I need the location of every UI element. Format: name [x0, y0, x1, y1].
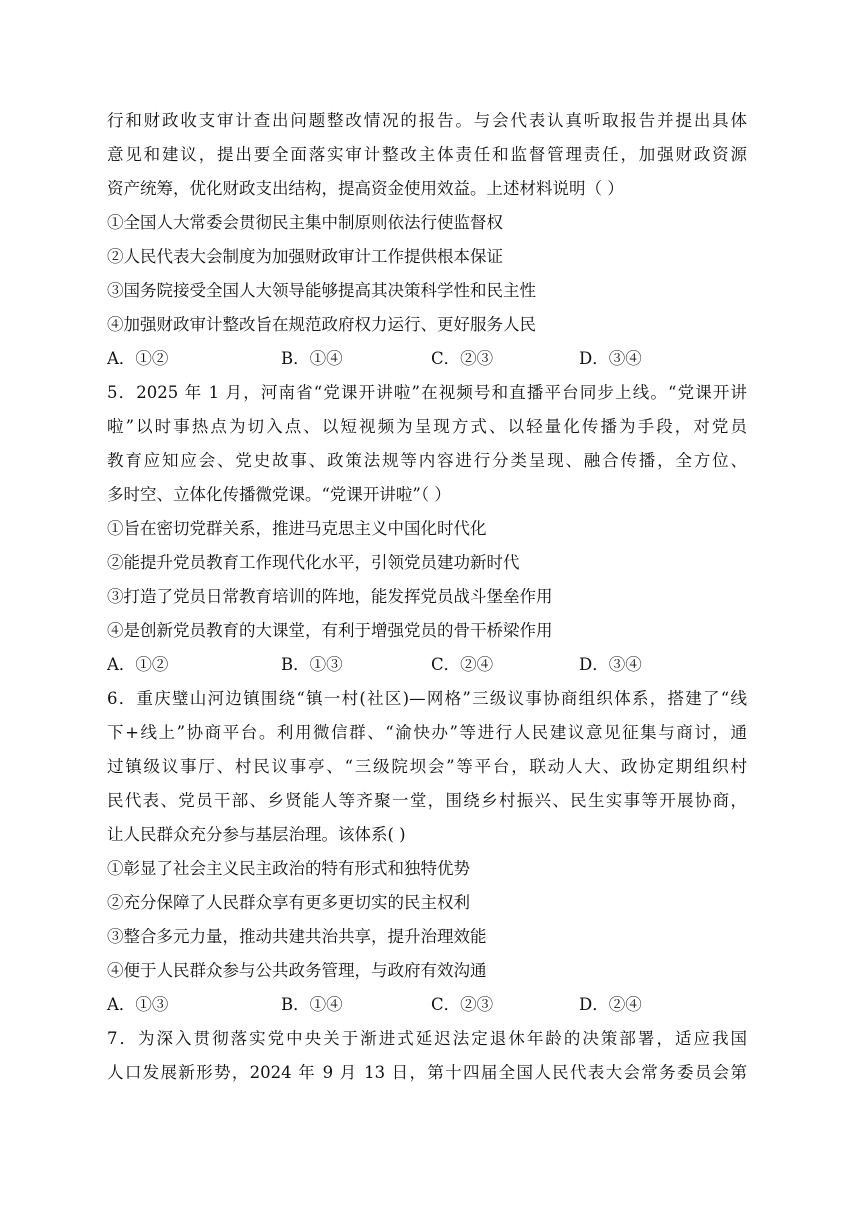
q5-stem-line-4: 多时空、立体化传播微党课。“党课开讲啦”（ ） — [107, 485, 451, 504]
q5-statement-4: ④是创新党员教育的大课堂，有利于增强党员的骨干桥梁作用 — [107, 621, 553, 640]
q6-statement-3: ③整合多元力量，推动共建共治共享，提升治理效能 — [107, 927, 487, 946]
q6-option-a[interactable]: A．①③ — [107, 995, 169, 1014]
q4-stem-line-2: 意见和建议，提出要全面落实审计整改主体责任和监督管理责任，加强财政资源 — [107, 145, 747, 164]
q5-stem-line-1: 5．2025 年 1 月，河南省“党课开讲啦”在视频号和直播平台同步上线。“党课开讲 — [107, 383, 747, 402]
q6-stem-line-2: 下+线上”协商平台。利用微信群、“渝快办”等进行人民建议意见征集与商讨，通 — [107, 723, 747, 742]
q6-statement-4: ④便于人民群众参与公共政务管理，与政府有效沟通 — [107, 961, 487, 980]
q4-statement-3: ③国务院接受全国人大领导能够提高其决策科学性和民主性 — [107, 281, 536, 300]
q7-stem-line-1: 7．为深入贯彻落实党中央关于渐进式延迟法定退休年龄的决策部署，适应我国 — [107, 1029, 747, 1048]
q4-option-c[interactable]: C．②③ — [431, 349, 494, 368]
q6-stem-line-4: 民代表、党员干部、乡贤能人等齐聚一堂，围绕乡村振兴、民生实事等开展协商， — [107, 791, 747, 810]
q5-option-a[interactable]: A．①② — [107, 655, 169, 674]
q4-option-d[interactable]: D．③④ — [579, 349, 642, 368]
q4-statement-1: ①全国人大常委会贯彻民主集中制原则依法行使监督权 — [107, 213, 503, 232]
q4-stem-line-3: 资产统筹，优化财政支出结构，提高资金使用效益。上述材料说明（ ） — [107, 179, 624, 198]
q6-options — [107, 988, 747, 1022]
q4-statement-4: ④加强财政审计整改旨在规范政府权力运行、更好服务人民 — [107, 315, 536, 334]
q5-statement-3: ③打造了党员日常教育培训的阵地，能发挥党员战斗堡垒作用 — [107, 587, 553, 606]
q5-stem-line-2: 啦”以时事热点为切入点、以短视频为呈现方式、以轻量化传播为手段，对党员 — [107, 417, 747, 436]
q4-stem-line-1: 行和财政收支审计查出问题整改情况的报告。与会代表认真听取报告并提出具体 — [107, 111, 747, 130]
q4-statement-2: ②人民代表大会制度为加强财政审计工作提供根本保证 — [107, 247, 503, 266]
q5-statement-1: ①旨在密切党群关系，推进马克思主义中国化时代化 — [107, 519, 487, 538]
q5-option-d[interactable]: D．③④ — [579, 655, 642, 674]
q5-option-c[interactable]: C．②④ — [431, 655, 494, 674]
q4-options — [107, 342, 747, 376]
q5-statement-2: ②能提升党员教育工作现代化水平，引领党员建功新时代 — [107, 553, 520, 572]
q6-stem-line-1: 6．重庆璧山河边镇围绕“镇一村(社区)—网格”三级议事协商组织体系，搭建了“线 — [107, 689, 747, 708]
q6-statement-2: ②充分保障了人民群众享有更多更切实的民主权利 — [107, 893, 470, 912]
q7-stem-line-2: 人口发展新形势，2024 年 9 月 13 日，第十四届全国人民代表大会常务委员会第 — [107, 1063, 747, 1082]
q5-stem-line-3: 教育应知应会、党史故事、政策法规等内容进行分类呈现、融合传播，全方位、 — [107, 451, 747, 470]
q4-option-b[interactable]: B．①④ — [281, 349, 343, 368]
q4-option-a[interactable]: A．①② — [107, 349, 169, 368]
q6-stem-line-3: 过镇级议事厅、村民议事亭、“三级院坝会”等平台，联动人大、政协定期组织村 — [107, 757, 747, 776]
q6-statement-1: ①彰显了社会主义民主政治的特有形式和独特优势 — [107, 859, 470, 878]
q6-option-c[interactable]: C．②③ — [431, 995, 494, 1014]
q6-option-d[interactable]: D．②④ — [579, 995, 642, 1014]
q5-options — [107, 648, 747, 682]
q6-option-b[interactable]: B．①④ — [281, 995, 343, 1014]
q6-stem-line-5: 让人民群众充分参与基层治理。该体系( ) — [107, 825, 406, 844]
q5-option-b[interactable]: B．①③ — [281, 655, 343, 674]
